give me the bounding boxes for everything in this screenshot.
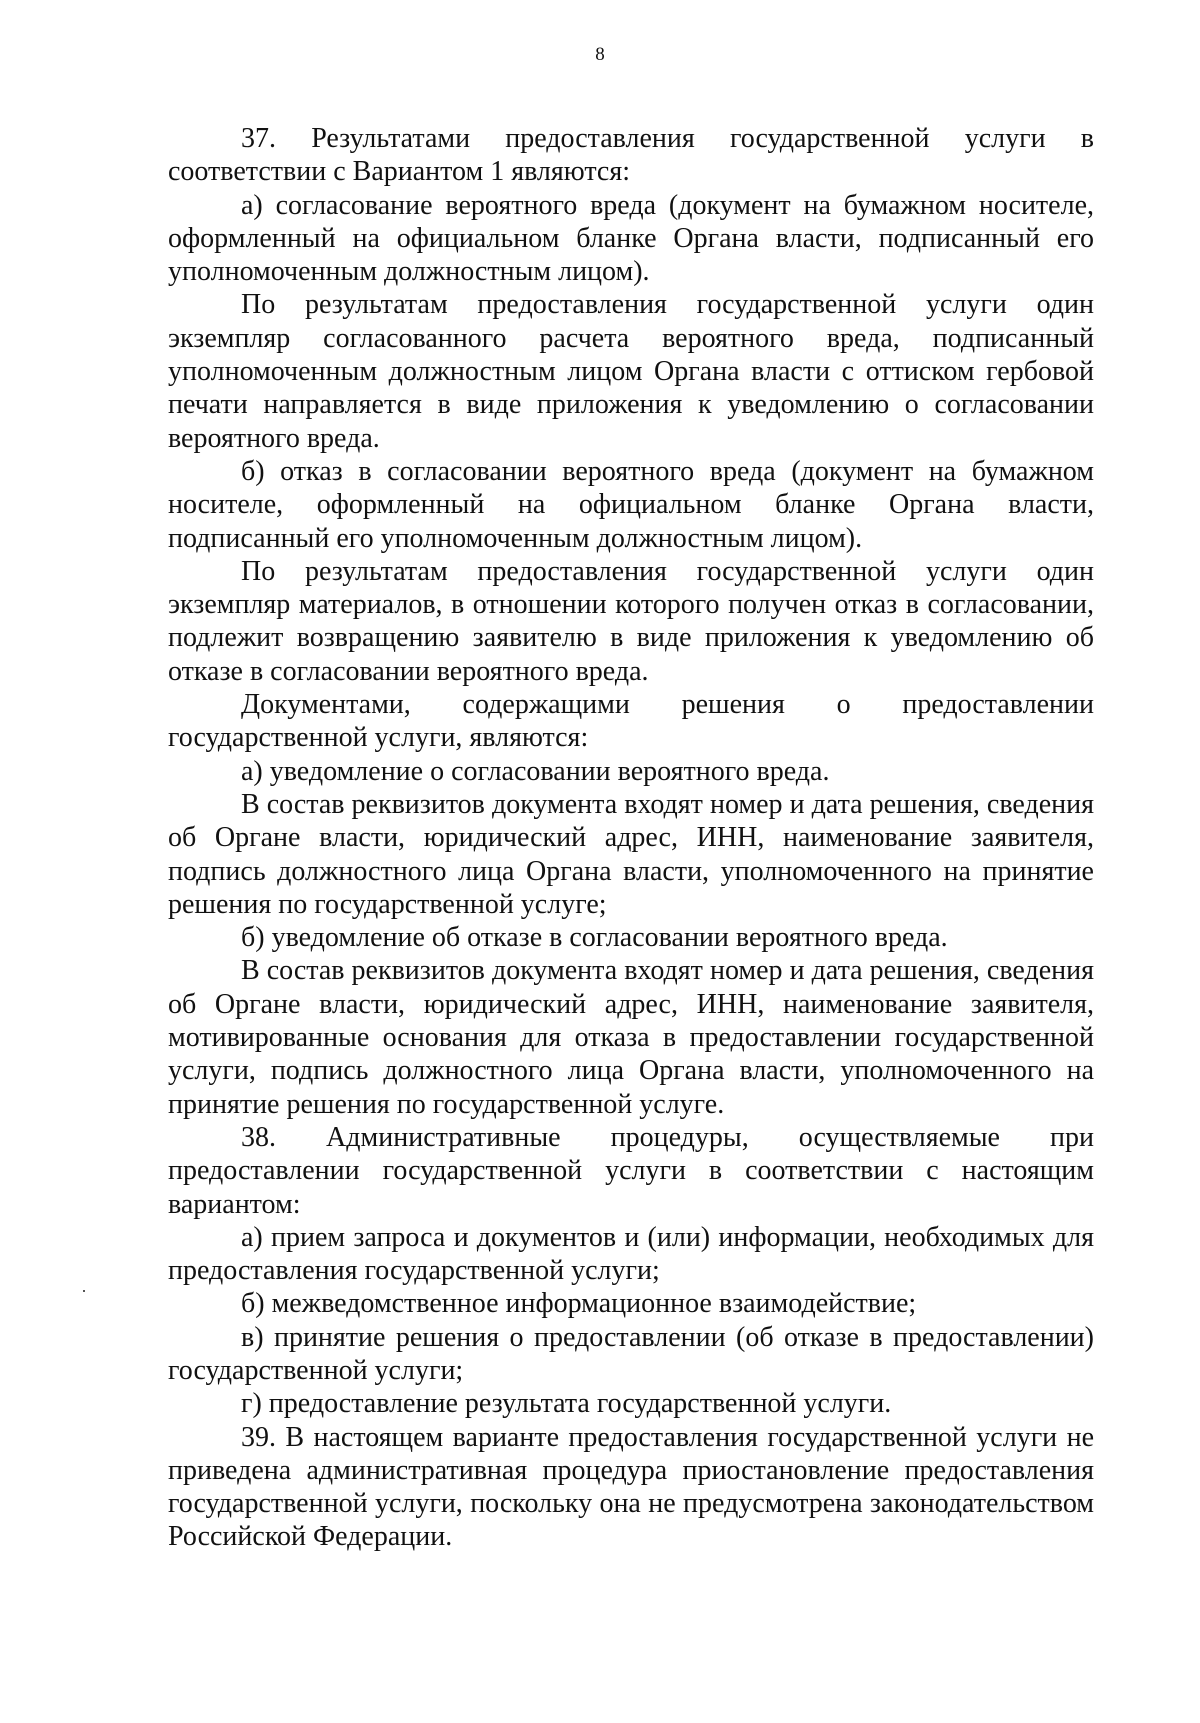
paragraph-38-item-d: г) предоставление результата государственной услуги.	[241, 1388, 892, 1420]
paragraph-decision-item-b-requisites: В состав реквизитов документа входят номер и дата решения, сведения об Органе власти, юридический адрес, ИНН, наименование заявителя, мотивированные основания для отказа в предоставлении государственной услуги, подпись должностного лица Органа власти, уполномоченного на принятие решения по государственной услуге.	[168, 955, 1094, 1120]
paragraph-39: 39. В настоящем варианте предоставления государственной услуги не приведена административная процедура приостановление предоставления государственной услуги, поскольку она не предусмотрена законодательством Российской Федерации.	[168, 1421, 1094, 1553]
paragraph-37-item-b-result: По результатам предоставления государственной услуги один экземпляр материалов, в отношении которого получен отказ в согласовании, подлежит возвращению заявителю в виде приложения к уведомлению об отказе в согласовании вероятного вреда.	[168, 555, 1094, 687]
paragraph-37-item-a-result: По результатам предоставления государственной услуги один экземпляр согласованного расчета вероятного вреда, подписанный уполномоченным должностным лицом Органа власти с оттиском гербовой печати направляется в виде приложения к уведомлению о согласовании вероятного вреда.	[168, 289, 1094, 454]
paragraph-37: 37. Результатами предоставления государственной услуги в соответствии с Вариантом 1 являются:	[168, 123, 1094, 188]
paragraph-decision-item-a-requisites: В состав реквизитов документа входят номер и дата решения, сведения об Органе власти, юридический адрес, ИНН, наименование заявителя, подпись должностного лица Органа власти, уполномоченного на принятие решения по государственной услуге;	[168, 788, 1094, 920]
paragraph-decision-documents: Документами, содержащими решения о предоставлении государственной услуги, являются:	[168, 689, 1094, 754]
scan-speck	[83, 1290, 85, 1292]
paragraph-37-item-b: б) отказ в согласовании вероятного вреда (документ на бумажном носителе, оформленный на официальном бланке Органа власти, подписанный его уполномоченным должностным лицом).	[168, 455, 1094, 554]
paragraph-37-item-a: а) согласование вероятного вреда (документ на бумажном носителе, оформленный на официальном бланке Органа власти, подписанный его уполномоченным должностным лицом).	[168, 189, 1094, 288]
paragraph-38-item-c: в) принятие решения о предоставлении (об отказе в предоставлении) государственной услуги;	[168, 1321, 1094, 1386]
paragraph-38-item-b: б) межведомственное информационное взаимодействие;	[241, 1288, 917, 1320]
paragraph-decision-item-a: а) уведомление о согласовании вероятного вреда.	[241, 755, 830, 787]
page-number: 8	[595, 44, 605, 65]
paragraph-38-item-a: а) прием запроса и документов и (или) информации, необходимых для предоставления государственной услуги;	[168, 1221, 1094, 1287]
paragraph-decision-item-b: б) уведомление об отказе в согласовании вероятного вреда.	[241, 922, 948, 954]
paragraph-38: 38. Административные процедуры, осуществляемые при предоставлении государственной услуги в соответствии с настоящим вариантом:	[168, 1121, 1094, 1220]
document-body	[168, 122, 1094, 1554]
